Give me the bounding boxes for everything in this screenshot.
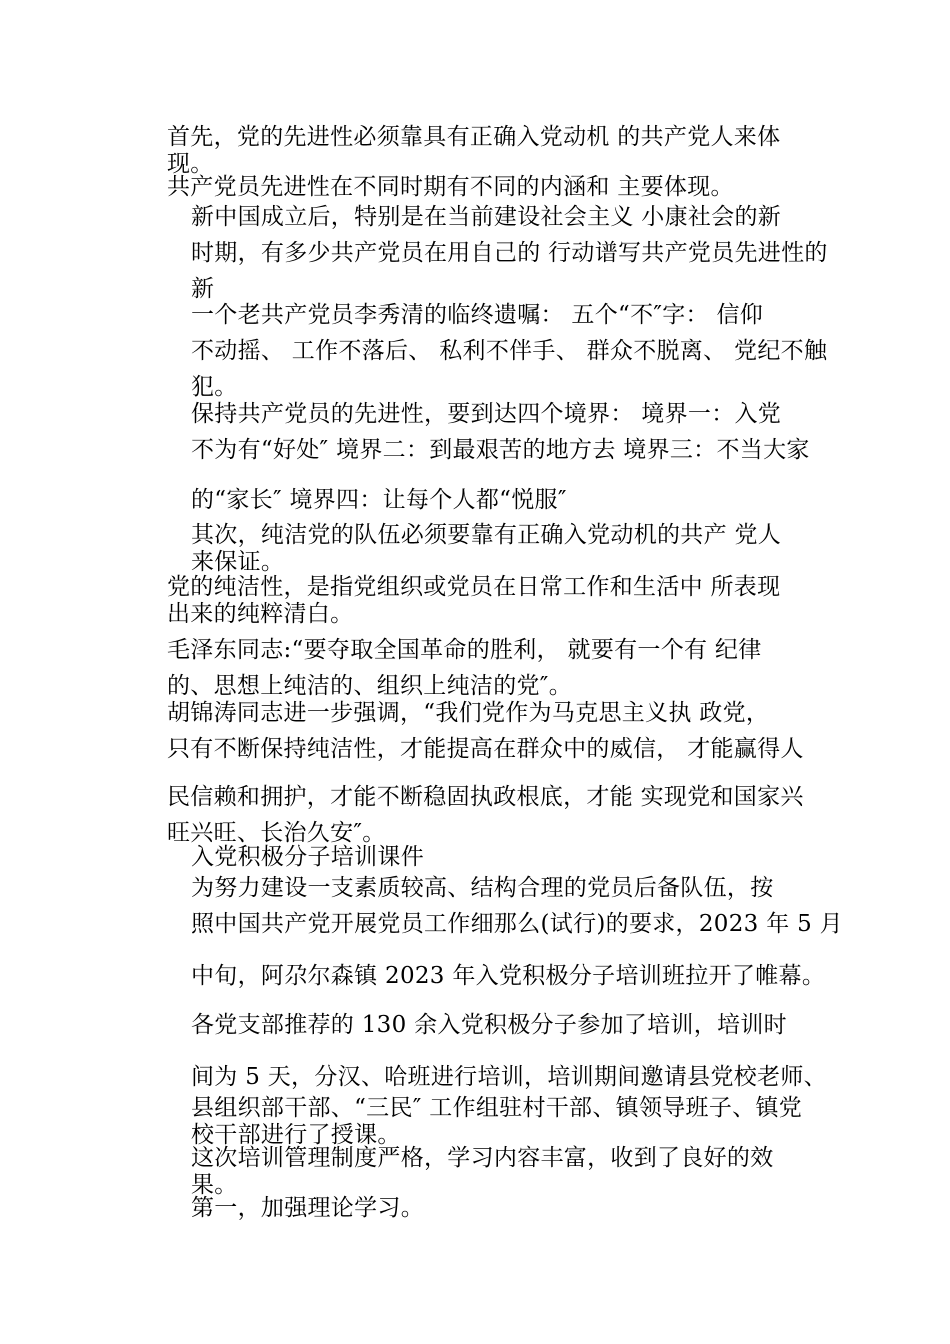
text-line: 党的纯洁性，是指党组织或党员在日常工作和生活中 所表现 xyxy=(167,574,781,600)
text-line: 时期，有多少共产党员在用自己的 行动谱写共产党员先进性的 xyxy=(191,240,828,266)
text-line: 毛泽东同志:“要夺取全国革命的胜利， 就要有一个有 纪律 xyxy=(167,637,762,663)
paragraph-8 xyxy=(143,632,807,704)
text-line: 第一，加强理论学习。 xyxy=(191,1195,424,1221)
text-line: 的“家长″ 境界四：让每个人都“悦服″ xyxy=(191,487,567,513)
paragraph-12 xyxy=(143,1007,827,1149)
text-line: 犯。 xyxy=(191,374,238,400)
text-line: 不为有“好处″ 境界二：到最艰苦的地方去 境界三：不当大家 xyxy=(191,437,810,463)
text-line: 间为 5 天，分汉、哈班进行培训，培训期间邀请县党校老师、 xyxy=(191,1064,827,1090)
text-line: 民信赖和拥护，才能不断稳固执政根底，才能 实现党和国家兴 xyxy=(167,784,804,810)
text-line: 其次，纯洁党的队伍必须要靠有正确入党动机的共产 党人 xyxy=(191,522,782,548)
text-line: 只有不断保持纯洁性，才能提高在群众中的威信， 才能赢得人 xyxy=(167,736,804,762)
paragraph-10 xyxy=(143,844,807,871)
text-line: 一个老共产党员李秀清的临终遗嘱： 五个“不″字： 信仰 xyxy=(191,302,764,328)
text-line: 共产党员先进性在不同时期有不同的内涵和 主要体现。 xyxy=(167,174,734,200)
text-line: 新 xyxy=(191,276,215,302)
text-line: 首先，党的先进性必须靠具有正确入党动机 的共产党人来体 xyxy=(167,124,781,150)
text-line: 新中国成立后，特别是在当前建设社会主义 小康社会的新 xyxy=(191,204,782,230)
text-line: 旺兴旺、长治久安″。 xyxy=(167,820,386,846)
text-line: 来保证。 xyxy=(191,549,285,575)
text-line: 校干部进行了授课。 xyxy=(191,1122,401,1148)
paragraph-11 xyxy=(143,870,843,994)
paragraph-4 xyxy=(143,297,828,405)
paragraph-1 xyxy=(143,124,807,178)
text-line: 这次培训管理制度严格，学习内容丰富，收到了良好的效 xyxy=(191,1145,774,1171)
text-line: 照中国共产党开展党员工作细那么(试行)的要求，2023 年 5 月 xyxy=(191,911,843,937)
paragraph-13 xyxy=(143,1145,807,1199)
text-line: 出来的纯粹清白。 xyxy=(167,601,354,627)
text-line: 为努力建设一支素质较高、结构合理的党员后备队伍，按 xyxy=(191,875,774,901)
paragraph-14 xyxy=(143,1195,807,1222)
text-line: 现。 xyxy=(167,151,214,177)
text-line: 县组织部干部、“三民″ 工作组驻村干部、镇领导班子、镇党 xyxy=(191,1095,803,1121)
paragraph-2 xyxy=(143,174,807,201)
text-line: 保持共产党员的先进性，要到达四个境界： 境界一：入党 xyxy=(191,401,782,427)
text-line: 不动摇、 工作不落后、 私利不伴手、 群众不脱离、 党纪不触 xyxy=(191,338,828,364)
paragraph-6 xyxy=(143,522,807,576)
paragraph-9 xyxy=(143,695,807,851)
paragraph-7 xyxy=(143,574,807,628)
text-line: 各党支部推荐的 130 余入党积极分子参加了培训，培训时 xyxy=(191,1012,787,1038)
text-line: 入党积极分子培训课件 xyxy=(191,844,424,870)
text-line: 果。 xyxy=(191,1172,238,1198)
paragraph-5 xyxy=(143,396,810,518)
text-line: 胡锦涛同志进一步强调，“我们党作为马克思主义执 政党， xyxy=(167,700,770,726)
text-line: 中旬，阿尕尔森镇 2023 年入党积极分子培训班拉开了帷幕。 xyxy=(191,963,826,989)
text-line: 的、思想上纯洁的、组织上纯洁的党″。 xyxy=(167,673,572,699)
paragraph-3 xyxy=(143,199,828,307)
